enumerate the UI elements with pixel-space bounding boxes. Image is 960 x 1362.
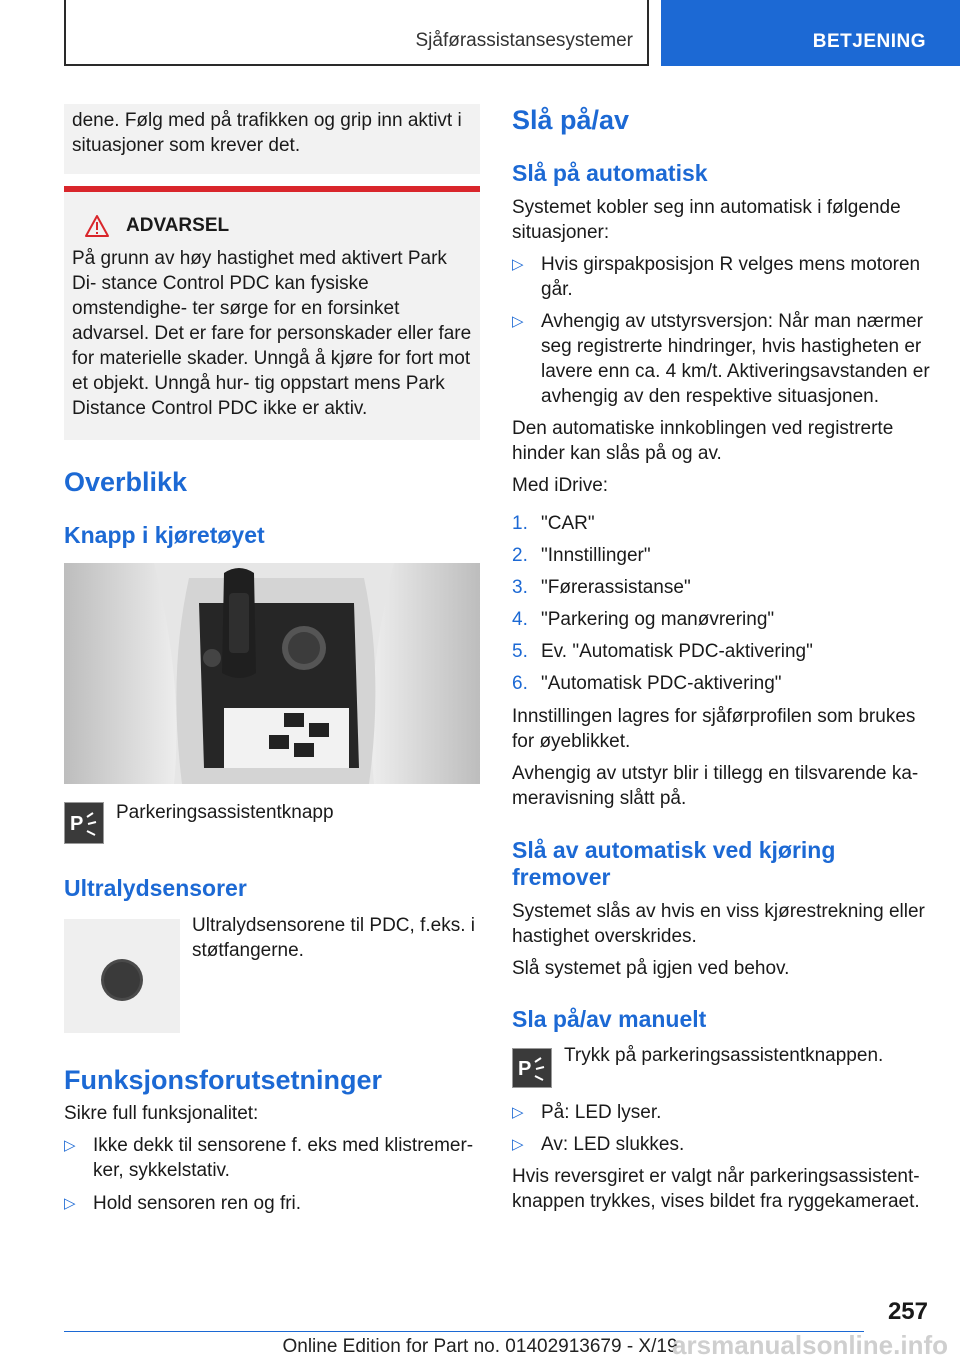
triangle-bullet-icon: ▷ [64, 1137, 76, 1154]
manual-list [512, 1100, 932, 1164]
triangle-bullet-icon: ▷ [512, 1136, 524, 1153]
auto-intro: Systemet kobler seg inn automatisk i følgende situasjoner: [512, 197, 901, 243]
sensor-illustration [64, 919, 180, 1033]
manual-text: Trykk på parkeringsassistentknappen. [564, 1045, 884, 1066]
button-caption: Parkeringsassistentknapp [116, 802, 334, 823]
step-item: 3. "Førerassistanse" [512, 577, 691, 598]
button-legend [64, 800, 480, 844]
list-item: ▷ Ikke dekk til sensorene f. eks med klistremer- ker, sykkelstativ. [64, 1135, 474, 1181]
off-text1: Systemet slås av hvis en viss kjørestrekning eller hastighet overskrides. [512, 901, 925, 947]
intro-box [64, 104, 480, 174]
step-item: 1. "CAR" [512, 513, 595, 534]
parking-p-icon [513, 1049, 553, 1089]
warning-triangle-icon [84, 214, 110, 238]
manual-heading: Sla på/av manuelt [512, 1006, 707, 1032]
svg-text:P: P [70, 813, 84, 835]
triangle-bullet-icon: ▷ [512, 1104, 524, 1121]
console-illustration [64, 563, 480, 784]
page-number: 257 [887, 1298, 928, 1325]
auto-after: Den automatiske innkoblingen ved registrerte hinder kan slås på og av. [512, 418, 894, 464]
list-item: ▷ Hvis girspakposisjon R velges mens motoren går. [512, 254, 921, 300]
funk-heading: Funksjonsforutsetninger [64, 1065, 383, 1095]
warning-title: ADVARSEL [126, 215, 230, 236]
step-item: 5. Ev. "Automatisk PDC-aktivering" [512, 641, 813, 662]
funk-intro: Sikre full funksjonalitet: [64, 1103, 259, 1124]
header-section-title: Sjåførassistansesystemer [415, 30, 633, 51]
step-item: 6. "Automatisk PDC-aktivering" [512, 673, 782, 694]
header-section-box [64, 0, 649, 66]
parking-p-icon [65, 803, 105, 845]
off-heading: Slå av automatisk ved kjøring fremover [512, 837, 836, 890]
step-item: 4. "Parkering og manøvrering" [512, 609, 775, 630]
triangle-bullet-icon: ▷ [512, 313, 524, 330]
idrive-label: Med iDrive: [512, 475, 609, 496]
list-item: ▷ Avhengig av utstyrsversjon: Når man nærmer seg registrerte hindringer, hvis hastigheten er lavere enn ca. 4 km/t. Aktiveringsavstanden er avhengig av den respektive situasjonen. [512, 311, 930, 407]
watermark: arsmanualsonline.info [672, 1330, 948, 1360]
warning-heading [72, 214, 472, 238]
depend-text: Avhengig av utstyr blir i tillegg en tilsvarende ka- meravisning slått på. [512, 763, 919, 809]
sensor-icon [64, 919, 180, 1033]
funk-list [64, 1133, 480, 1223]
header-chapter-box [661, 0, 960, 66]
parking-assistant-icon [512, 1048, 552, 1088]
intro-text: dene. Følg med på trafikken og grip inn aktivt i situasjoner som krever det. [72, 110, 462, 156]
warning-text: På grunn av høy hastighet med aktivert Park Di- stance Control PDC kan fysiske omstendighe- ter sørge for en forsinket advarsel. Det er fare for personskader eller fare for materielle skader. Unngå å kjøre for fort mot et objekt. Unngå hur- tig oppstart mens Park Distance Control PDC ikke er aktiv. [72, 248, 472, 419]
saved-text: Innstillingen lagres for sjåførprofilen som brukes for øyeblikket. [512, 706, 916, 752]
step-item: 2. "Innstillinger" [512, 545, 651, 566]
idrive-steps [512, 511, 932, 703]
reverse-text: Hvis reversgiret er valgt når parkeringsassistent- knappen trykkes, vises bildet fra ryggekameraet. [512, 1166, 920, 1212]
knapp-heading: Knapp i kjøretøyet [64, 522, 265, 548]
ultra-text: Ultralydsensorene til PDC, f.eks. i støtfangerne. [192, 915, 475, 961]
svg-text:P: P [518, 1058, 532, 1080]
ultra-heading: Ultralydsensorer [64, 875, 247, 901]
triangle-bullet-icon: ▷ [64, 1195, 76, 1212]
sla-heading: Slå på/av [512, 105, 630, 135]
auto-list [512, 252, 932, 416]
overblikk-heading: Overblikk [64, 467, 188, 497]
triangle-bullet-icon: ▷ [512, 256, 524, 273]
off-text2: Slå systemet på igjen ved behov. [512, 958, 790, 979]
console-image [64, 563, 480, 784]
list-item: ▷ Av: LED slukkes. [512, 1134, 685, 1155]
list-item: ▷ På: LED lyser. [512, 1102, 662, 1123]
auto-heading: Slå på automatisk [512, 160, 708, 186]
parking-assistant-icon [64, 802, 104, 844]
list-item: ▷ Hold sensoren ren og fri. [64, 1193, 302, 1214]
warning-box [64, 186, 480, 440]
footer-edition: Online Edition for Part no. 01402913679 - X/19 [282, 1336, 678, 1357]
header-chapter-title: BETJENING [812, 31, 926, 52]
